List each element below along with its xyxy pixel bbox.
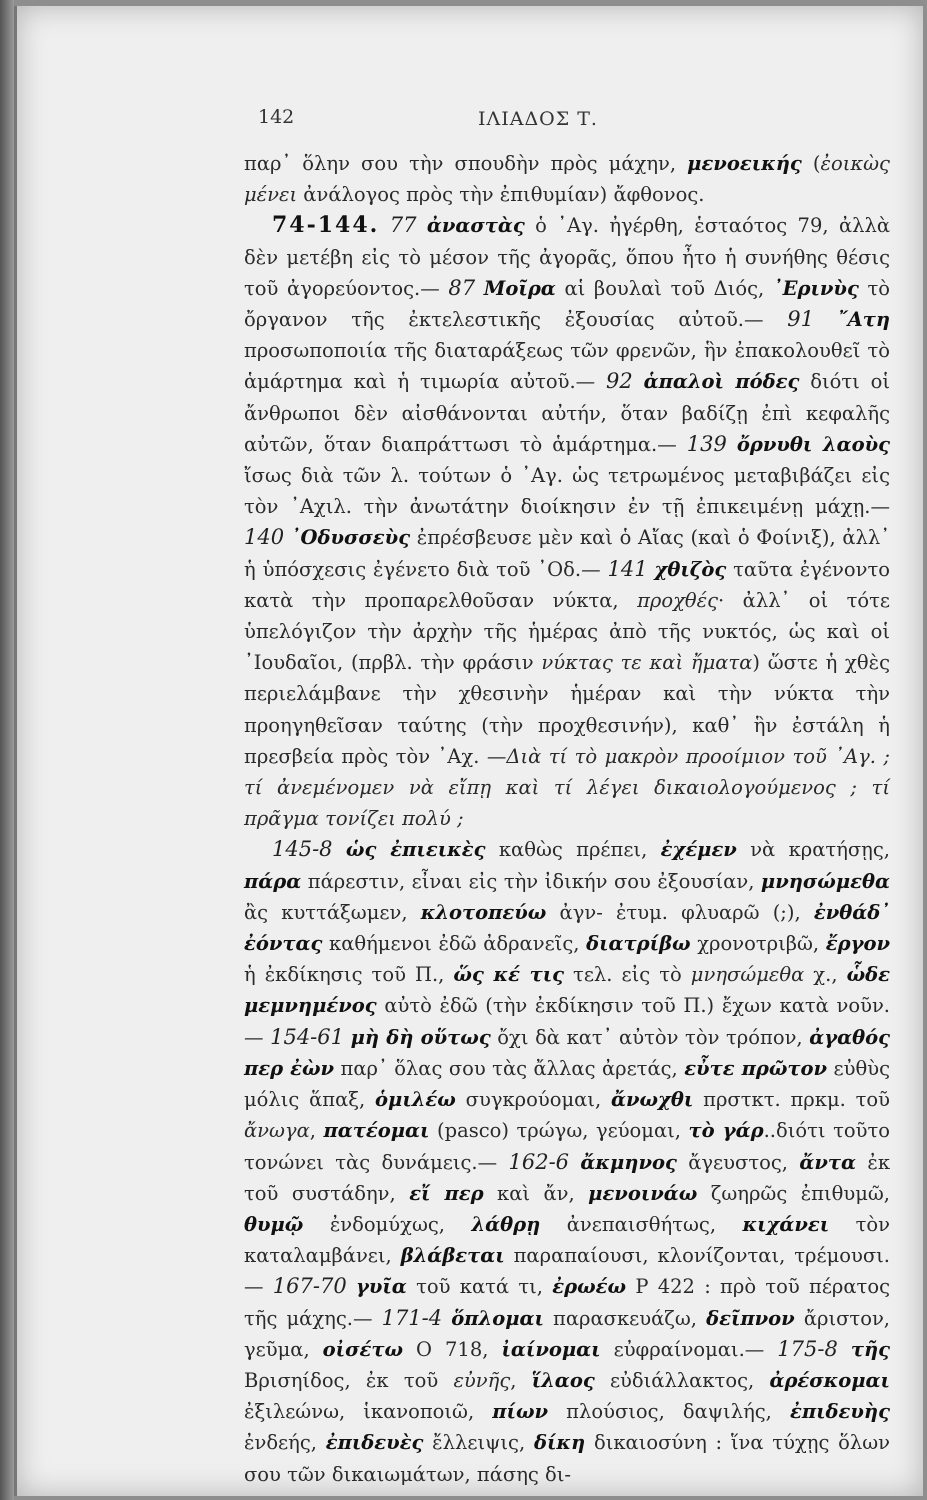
lemma: ὅπλομαι <box>451 1306 544 1330</box>
lemma: οἰσέτω <box>322 1337 404 1361</box>
italic-text: μνησώμεθα <box>690 963 805 987</box>
text-run <box>475 277 484 300</box>
text-run <box>648 558 655 581</box>
lemma: θυμῷ <box>244 1212 304 1236</box>
text-run: δικαιοσύνη : ἵνα τύχῃς ὅλων σου τῶν δικαιωμάτων, πάσης δι- <box>244 1431 890 1486</box>
line-reference: 175-8 <box>777 1336 838 1361</box>
text-run: παρ᾽ ὅλας σου τὰς ἄλλας ἀρετάς, <box>334 1056 685 1080</box>
lemma: ἀναστὰς <box>426 214 525 238</box>
italic-text: ἐοικὼς μένει <box>244 152 890 207</box>
text-run: Βρισηίδος, ἐκ τοῦ <box>244 1368 454 1392</box>
text-run: ἡ ἐκδίκησις τοῦ Π., <box>244 963 454 987</box>
lemma: ἀρέσκομαι <box>769 1368 890 1392</box>
text-run: ἄγευστος, <box>676 1150 800 1174</box>
italic-text: ἄνωγα <box>244 1119 310 1143</box>
lemma: βλάβεται <box>400 1244 505 1268</box>
text-run <box>333 838 346 861</box>
line-reference: 171-4 <box>381 1305 443 1330</box>
lemma: ἐνθάδ᾽ ἐόντας <box>244 900 891 956</box>
lemma: ἐπιδευὴς <box>789 1400 890 1424</box>
lemma: πάρα <box>244 869 302 893</box>
line-reference: 87 <box>448 275 476 300</box>
lemma: ἐχέμεν <box>660 838 737 862</box>
text-run <box>633 370 644 393</box>
lemma: ἵλαος <box>531 1368 595 1392</box>
paragraph <box>244 834 890 1489</box>
text-run: εὐφραίνομαι.— <box>600 1337 778 1361</box>
text-run: ἐξιλεώνω, ἱκανοποιῶ, <box>244 1400 493 1424</box>
text-run: αὐτὸ ἐδῶ (τὴν ἐκδίκησιν τοῦ Π.) ἔχων κατὰ νοῦν.— <box>244 994 890 1049</box>
lemma: μνησώμεθα <box>760 869 890 893</box>
book-spine <box>0 0 14 1500</box>
text-run: ὄχι δὰ κατ᾽ αὐτὸν τὸν τρόπον, <box>490 1025 810 1049</box>
text-run <box>727 433 737 456</box>
lemma: λάθρῃ <box>471 1212 541 1236</box>
lemma: διατρίβω <box>586 932 691 956</box>
text-run: (pasco) τρώγω, γεύομαι, <box>429 1119 689 1143</box>
text-run: πλούσιος, δαψιλής, <box>548 1400 790 1424</box>
lemma: εὖτε πρῶτον <box>684 1056 828 1080</box>
lemma: ἰαίνομαι <box>501 1337 601 1361</box>
italic-text: προχθές <box>637 588 719 612</box>
text-run: νὰ κρατήσῃς, <box>736 838 890 862</box>
text-run: ταῦτα ἐγένοντο κατὰ τὴν προπαρελθοῦσαν νύκτα, <box>244 557 890 612</box>
text-run: , <box>309 1119 324 1143</box>
line-reference: 145-8 <box>272 837 333 862</box>
paragraph <box>244 210 890 834</box>
line-reference: 162-6 <box>508 1149 570 1174</box>
text-run: ἀνεπαισθήτως, <box>540 1212 743 1236</box>
lemma: ἀγαθός περ ἐὼν <box>244 1025 890 1080</box>
line-reference: 92 <box>606 369 633 394</box>
text-run: παρασκευάζω, <box>543 1306 707 1330</box>
lemma: μὴ δὴ οὕτως <box>350 1025 491 1049</box>
text-run: ζωηρῶς ἐπιθυμῶ, <box>697 1181 890 1205</box>
text-run: παρ᾽ ὅλην σου τὴν σπουδὴν πρὸς μάχην, <box>244 152 688 175</box>
text-run: συγκρούομαι, <box>455 1088 611 1112</box>
text-run: ἐπρέσβευσε μὲν καὶ ὁ Αἴας (καὶ ὁ Φοίνιξ), ἀλλ᾽ ἡ ὑπόσχεσις ἐγένετο διὰ τοῦ ᾽Οδ.— <box>244 526 890 581</box>
text-run: παραπαίουσι, κλονίζονται, τρέμουσι.— <box>244 1244 890 1299</box>
text-run: ἄριστον, γεῦμα, <box>244 1306 891 1361</box>
text-run: τοῦ κατά τι, <box>406 1275 553 1299</box>
line-reference: 77 <box>389 213 417 238</box>
text-run: πρστκτ. πρκμ. τοῦ <box>693 1088 891 1112</box>
text-run <box>416 214 426 237</box>
lemma: δεῖπνον <box>706 1306 795 1330</box>
lemma: ἔργον <box>825 932 890 956</box>
text-run: εὐδιάλλακτος, <box>594 1368 770 1392</box>
text-run: προσωποποιία τῆς διαταράξεως τῶν φρενῶν, ἣν ἐπακολουθεῖ τὸ ἁμάρτημα καὶ ἡ τιμωρία αὐτοῦ.— <box>244 339 890 394</box>
text-run <box>838 1338 851 1361</box>
lemma: ἄντα <box>799 1150 856 1174</box>
italic-text: —Διὰ τί τὸ μακρὸν προοίμιον τοῦ ᾽Αγ. ; τί ἀνεμένομεν νὰ εἴπῃ καὶ τί λέγει δικαιολογούμενος ; τί πρᾶγμα τονίζει πολύ ; <box>244 744 890 831</box>
text-run: αἱ βουλαὶ τοῦ Διός, <box>555 276 773 300</box>
text-run: διότι οἱ ἄνθρωποι δὲν αἰσθάνονται αὐτήν, ὅταν βαδίζῃ ἐπὶ κεφαλῆς αὐτῶν, ὅταν διαπράττωσι τὸ ἁμάρτημα.— <box>244 370 891 456</box>
text-run <box>569 1151 580 1174</box>
text-run <box>379 214 389 237</box>
lemma: ὡς ἐπιεικὲς <box>345 838 486 862</box>
text-run: τὸ ὄργανον τῆς ἐκτελεστικῆς ἐξουσίας αὐτοῦ.— <box>244 276 891 332</box>
lemma: ᾽Οδυσσεὺς <box>290 526 411 550</box>
lemma: μενοινάω <box>588 1181 698 1205</box>
text-run: Ρ 422 : πρὸ τοῦ πέρατος τῆς μάχης.— <box>244 1275 891 1330</box>
lemma: Μοῖρα <box>483 276 556 300</box>
text-run: ὁ ᾽Αγ. ἠγέρθη, ἑσταότος 79, ἀλλὰ δὲν μετέβη εἰς τὸ μέσον τῆς ἀγορᾶς, ὅπου ἦτο ἡ συνήθης θέσις τοῦ ἀγορεύοντος.— <box>244 214 890 300</box>
text-run <box>284 526 291 549</box>
line-reference: 167-70 <box>272 1274 347 1299</box>
text-run <box>344 1026 351 1049</box>
line-reference: 91 <box>787 307 815 332</box>
text-run: καθήμενοι ἐδῶ ἀδρανεῖς, <box>322 932 587 956</box>
text-run: ἂς κυττάξωμεν, <box>244 900 421 924</box>
text-run: ἐνδομύχως, <box>303 1212 472 1236</box>
lemma: ὧδε μεμνημένος <box>244 963 890 1018</box>
lemma: εἴ περ <box>409 1181 484 1205</box>
lemma: ὁμιλέω <box>375 1088 456 1112</box>
line-reference: 141 <box>607 556 648 581</box>
lemma: ἐπιδευὲς <box>325 1431 424 1455</box>
line-reference: 154-61 <box>270 1024 344 1049</box>
lemma: τὸ γάρ <box>688 1119 764 1143</box>
text-run: , <box>510 1368 532 1392</box>
lemma: δίκη <box>533 1431 586 1455</box>
line-reference: 139 <box>686 431 727 456</box>
lemma: πίων <box>492 1400 549 1424</box>
text-run: ἀνάλογος πρὸς τὴν ἐπιθυμίαν) ἄφθονος. <box>297 183 705 207</box>
lemma: ἁπαλοὶ πόδες <box>643 370 800 394</box>
page-number: 142 <box>258 106 295 128</box>
lemma: τῆς <box>850 1337 891 1361</box>
text-run: ἔλλειψις, <box>423 1431 534 1455</box>
italic-text: νύκτας τε καὶ ἤματα <box>541 651 753 675</box>
text-run: Ο 718, <box>403 1337 502 1361</box>
running-title: ΙΛΙΑΔΟΣ Τ. <box>478 108 598 130</box>
text-run <box>442 1307 451 1330</box>
text-run: · ἀλλ᾽ οἱ τότε ὑπελόγιζον τὴν ἀρχὴν τῆς ἡμέρας ἀπὸ τῆς νυκτός, ὡς καὶ οἱ ᾽Ιουδαῖοι, (πρβλ. τὴν φράσιν <box>244 588 891 675</box>
lemma: ἐρωέω <box>552 1275 627 1299</box>
text-run: εὐθὺς μόλις ἅπαξ, <box>244 1056 891 1112</box>
commentary-text <box>244 148 890 1490</box>
text-run: τελ. εἰς τὸ <box>564 963 691 987</box>
text-run: τὸν καταλαμβάνει, <box>244 1212 890 1268</box>
lemma: κιχάνει <box>742 1212 830 1236</box>
text-run: καθὼς πρέπει, <box>485 838 661 862</box>
lemma: κλοτοπεύω <box>420 900 547 924</box>
text-run: ) ὥστε ἡ χθὲς περιελάμβανε τὴν χθεσινὴν ἡμέραν καὶ τὴν νύκτα τὴν προηγηθεῖσαν ταύτης (τὴν προχθεσινήν), καθ᾽ ἣν ἐστάλη ἡ πρεσβεία πρὸς τὸν ᾽Αχ. <box>244 651 890 768</box>
lemma: πατέομαι <box>323 1119 430 1143</box>
text-run: καὶ ἄν, <box>483 1181 589 1205</box>
lemma: ῎Ατη <box>837 308 890 332</box>
text-run: ἐνδεής, <box>244 1431 326 1455</box>
line-reference: 140 <box>244 525 285 550</box>
lemma: ᾽Ερινὺς <box>772 276 859 300</box>
text-run: ..διότι τοῦτο τονώνει τὰς δυνάμεις.— <box>244 1119 891 1174</box>
lemma: γυῖα <box>355 1275 407 1299</box>
page-header <box>258 106 638 136</box>
text-run: χ., <box>804 963 847 987</box>
paragraph <box>244 148 890 210</box>
lemma: ἄκμηνος <box>580 1150 677 1174</box>
text-run: ἴσως διὰ τῶν λ. τούτων ὁ ᾽Αγ. ὡς τετρωμένος μεταβιβάζει εἰς τὸν ᾽Αχιλ. τὴν ἀνωτάτην διοίκησιν ἐν τῇ ἐπικειμένῃ μάχῃ.— <box>244 464 890 519</box>
lemma: ὄρνυθι λαοὺς <box>736 432 890 456</box>
lemma: ὥς κέ τις <box>453 963 564 987</box>
text-run <box>814 308 838 331</box>
text-run: ἐκ τοῦ συστάδην, <box>244 1150 891 1205</box>
text-run: χρονοτριβῶ, <box>690 932 826 956</box>
lemma: μενοεικής <box>687 152 802 175</box>
lemma: χθιζὸς <box>654 557 727 581</box>
text-run: ἀγν- ἐτυμ. φλυαρῶ (;), <box>546 900 814 924</box>
text-run: ( <box>801 152 821 175</box>
text-run <box>347 1275 356 1298</box>
lemma: ἄνωχθι <box>610 1088 694 1112</box>
text-run: πάρεστιν, εἶναι εἰς τὴν ἰδικήν σου ἐξουσίαν, <box>301 869 761 893</box>
italic-text: εὐνῆς <box>453 1368 511 1392</box>
section-range: 74-144. <box>272 212 380 239</box>
